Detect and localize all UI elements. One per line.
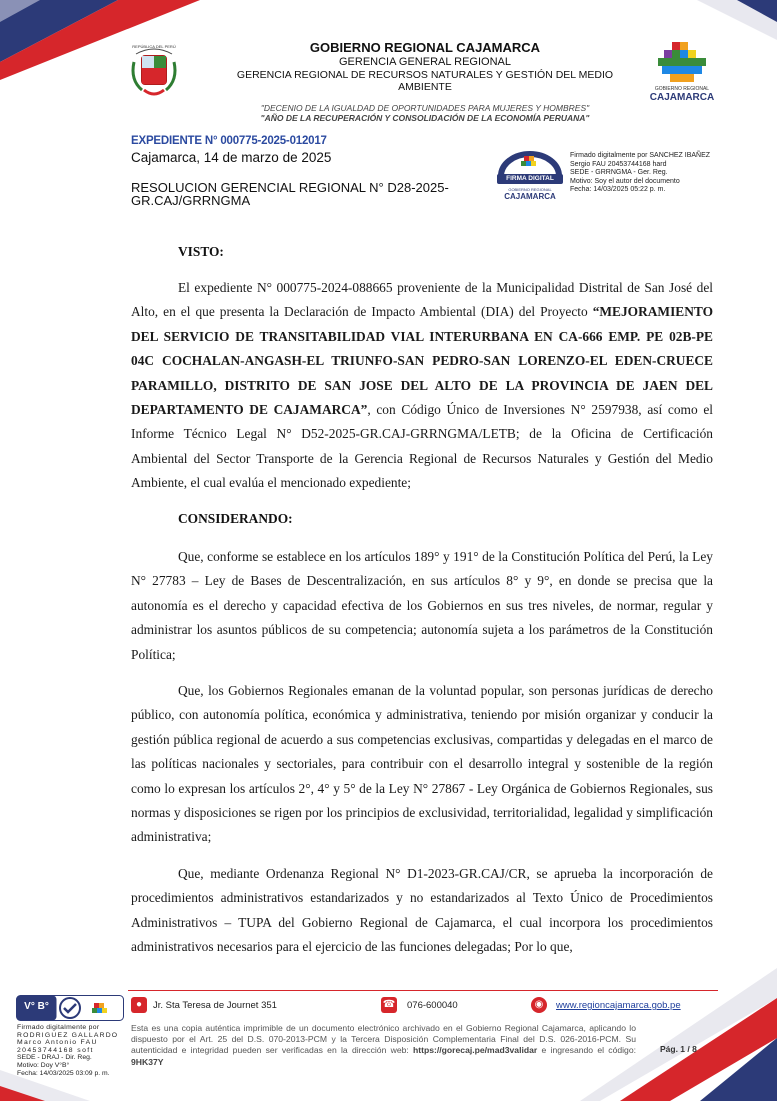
footer-signature-line: Marco Antonio FAU — [17, 1039, 98, 1047]
cajamarca-logo-icon — [654, 40, 710, 84]
footer-address: Jr. Sta Teresa de Journet 351 — [153, 1000, 277, 1011]
considerando-paragraph-2 — [131, 679, 713, 850]
top-signature-details — [570, 152, 750, 195]
paragraph-text: Que, mediante Ordenanza Regional N° D1-2023-GR.CAJ/CR, se aprueba la incorporación de procedimientos administrativos estandarizados y no estandarizados al Texto Único de Procedimientos Administrativos – TUPA del Gobierno Regional de Cajamarca, el cual incorpora los procedimientos administrativos necesarios para el ejercicio de las funciones delegadas; Por lo que, — [131, 866, 713, 955]
validation-url[interactable]: https://gorecaj.pe/mad3validar — [413, 1045, 538, 1056]
firma-badge-org-2: CAJAMARCA — [504, 192, 556, 201]
top-signature-line: Firmado digitalmente por SANCHEZ IBAÑEZ — [570, 152, 711, 159]
footer-signature-line: Fecha: 14/03/2025 03:09 p. m. — [17, 1069, 110, 1077]
globe-icon: ◉ — [531, 997, 547, 1013]
footer-signature-line: RODRIGUEZ GALLARDO — [17, 1031, 119, 1039]
considerando-heading: CONSIDERANDO: — [178, 511, 293, 526]
paragraph-text: Que, los Gobiernos Regionales emanan de la voluntad popular, son personas jurídicas de derecho público, con autonomía política, económica y administrativa, teniendo por misión organizar y conducir la gestión pública regional de acuerdo a sus competencias exclusivas, compartidas y delegadas en el marco de las políticas nacionales y sectoriales, para contribuir con el desarrollo integral y sostenible de la región como lo expresan los artículos 2°, 4° y 5° de la Ley N° 27867 - Ley Orgánica de Gobiernos Regionales, sus normas y disposiciones se rigen por los principios de exclusividad, territorialidad, legalidad y simplificación administrativa; — [131, 683, 713, 845]
expediente-number: EXPEDIENTE N° 000775-2025-012017 — [131, 135, 327, 147]
place-date: Cajamarca, 14 de marzo de 2025 — [131, 150, 332, 165]
peru-coat-of-arms-icon — [128, 42, 180, 104]
logo-name: CAJAMARCA — [649, 92, 715, 103]
top-signature-line: Motivo: Soy el autor del documento — [570, 177, 680, 185]
year-slogan: "AÑO DE LA RECUPERACIÓN Y CONSOLIDACIÓN DE LA ECONOMÍA PERUANA" — [260, 113, 590, 123]
footer-signature-line: Firmado digitalmente por — [17, 1024, 100, 1031]
top-signature-line: Fecha: 14/03/2025 05:22 p. m. — [570, 186, 666, 193]
notice-text: Esta es una copia auténtica imprimible de un documento electrónico archivado en el Gobierno Regional Cajamarca, aplicando lo dispuesto por el Art. 25 del D.S. 070-2013-PCM y la Tercera Disposición Complementaria Final del D.S. 026-2016-PCM. Su autenticidad e integridad pueden ser verificadas en la dirección web: — [131, 1023, 636, 1056]
project-name: “MEJORAMIENTO DEL SERVICIO DE TRANSITABILIDAD VIAL INTERURBANA EN CA-666 EMP. PE 02B-PE 04C COCHALAN-ANGASH-EL TRIUNFO-SAN PEDRO-SAN LORENZO-EL EDEN-CRUECE PARAMILLO, DISTRITO DE SAN JOSE DEL ALTO DE LA PROVINCIA DE JAEN DEL DEPARTAMENTO DE CAJAMARCA” — [131, 304, 713, 418]
page-number: Pág. 1 / 8 — [660, 1044, 697, 1054]
seal-caption: REPÚBLICA DEL PERÚ — [132, 44, 176, 49]
footer-website-link[interactable]: www.regioncajamarca.gob.pe — [556, 1000, 681, 1011]
footer-signature-details — [17, 1024, 125, 1077]
footer-divider — [128, 990, 718, 991]
top-signature-line: Sergio FAU 20453744168 hard — [570, 160, 667, 168]
dept-line-1: GERENCIA GENERAL REGIONAL — [339, 56, 511, 68]
resolution-number-line-1: RESOLUCION GERENCIAL REGIONAL N° D28-2025- — [131, 180, 449, 195]
phone-icon: ☎ — [381, 997, 397, 1013]
visto-text-end: , con Código Único de Inversiones N° 2597938, así como el Informe Técnico Legal N° D52-2025-GR.CAJ-GRRNGMA/LETB; de la Oficina de Certificación Ambiental del Sector Transporte de la Gerencia Regional de Recursos Naturales y Gestión del Medio Ambiente, el cual evalúa el mencionado expediente; — [131, 402, 713, 491]
firma-badge-org-1: GOBIERNO REGIONAL — [508, 187, 552, 192]
resolution-number-line-2: GR.CAJ/GRRNGMA — [131, 193, 251, 208]
notice-text-2: e ingresando el código: — [537, 1045, 636, 1056]
footer-phone: 076-600040 — [407, 1000, 458, 1011]
considerando-paragraph-1 — [131, 545, 713, 667]
considerando-paragraph-3 — [131, 862, 713, 960]
visto-text-start: El expediente N° 000775-2024-088665 proveniente de la Municipalidad Distrital de San José del Alto, en el que presenta la Declaración de Impacto Ambiental (DIA) del Proyecto — [131, 280, 713, 320]
logo-subtitle: GOBIERNO REGIONAL — [654, 86, 710, 92]
firma-digital-label: FIRMA DIGITAL — [506, 175, 554, 182]
paragraph-text: Que, conforme se establece en los artículos 189° y 191° de la Constitución Política del Perú, la Ley N° 27783 – Ley de Bases de Descentralización, en sus artículos 8° y 9°, en donde se precisa que la autonomía es el derecho y capacidad efectiva de los Gobiernos en sus tres niveles, de normar, regular y administrar los asuntos públicos de su competencia; autonomía sujeta a los parámetros de la Constitución Política; — [131, 549, 713, 662]
footer-signature-line: SEDE - DRAJ - Dir. Reg. — [17, 1054, 92, 1062]
vb-label: V° B° — [24, 1001, 49, 1012]
validation-code: 9HK37Y — [131, 1056, 164, 1067]
footer-signature-line: 20453744168 soft — [17, 1046, 94, 1054]
dept-line-2: GERENCIA REGIONAL DE RECURSOS NATURALES Y GESTIÓN DEL MEDIO — [236, 69, 614, 81]
location-pin-icon: ● — [131, 997, 147, 1013]
decade-slogan: "DECENIO DE LA IGUALDAD DE OPORTUNIDADES PARA MUJERES Y HOMBRES" — [260, 103, 590, 113]
footer-signature-line: Motivo: Doy V°B° — [17, 1061, 70, 1069]
org-title: GOBIERNO REGIONAL CAJAMARCA — [309, 40, 541, 55]
top-signature-line: SEDE - GRRNGMA - Ger. Reg. — [570, 169, 668, 176]
authenticity-notice — [131, 1023, 636, 1068]
dept-line-3: AMBIENTE — [398, 81, 452, 93]
visto-heading: VISTO: — [178, 244, 224, 259]
visto-paragraph — [131, 276, 713, 496]
